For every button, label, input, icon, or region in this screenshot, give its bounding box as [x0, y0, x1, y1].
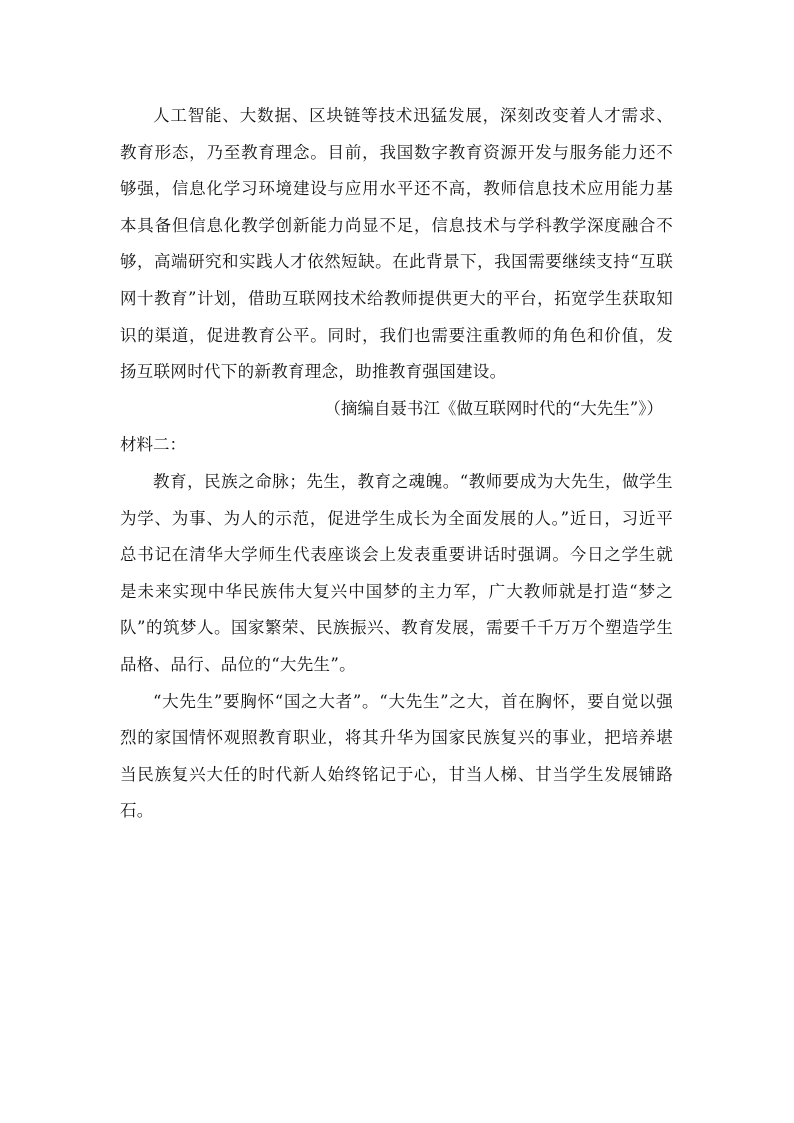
- material-two-paragraph-2: “大先生”要胸怀“国之大者”。“大先生”之大，首在胸怀，要自觉以强烈的家国情怀观照教育职业，将其升华为国家民族复兴的事业，把培养堪当民族复兴大任的时代新人始终铭记于心，甘当人梯、甘当学生发展铺路石。: [120, 691, 673, 821]
- material-two-paragraph-1: 教育，民族之命脉；先生，教育之魂魄。“教师要成为大先生，做学生为学、为事、为人的示范，促进学生成长为全面发展的人。”近日，习近平总书记在清华大学师生代表座谈会上发表重要讲话时强调。今日之学生就是未来实现中华民族伟大复兴中国梦的主力军，广大教师就是打造“梦之队”的筑梦人。国家繁荣、民族振兴、教育发展，需要千千万万个塑造学生品格、品行、品位的“大先生”。: [120, 471, 673, 674]
- material-two-heading: 材料二：: [120, 435, 186, 455]
- document-page: [120, 98, 673, 830]
- source-citation: （摘编自聂书江《做互联网时代的“大先生”》）: [324, 398, 663, 418]
- material-one-paragraph: 人工智能、大数据、区块链等技术迅猛发展，深刻改变着人才需求、教育形态，乃至教育理念。目前，我国数字教育资源开发与服务能力还不够强，信息化学习环境建设与应用水平还不高，教师信息技术应用能力基本具备但信息化教学创新能力尚显不足，信息技术与学科教学深度融合不够，高端研究和实践人才依然短缺。在此背景下，我国需要继续支持“互联网十教育”计划，借助互联网技术给教师提供更大的平台，拓宽学生获取知识的渠道，促进教育公平。同时，我们也需要注重教师的角色和价值，发扬互联网时代下的新教育理念，助推教育强国建设。: [120, 106, 673, 382]
